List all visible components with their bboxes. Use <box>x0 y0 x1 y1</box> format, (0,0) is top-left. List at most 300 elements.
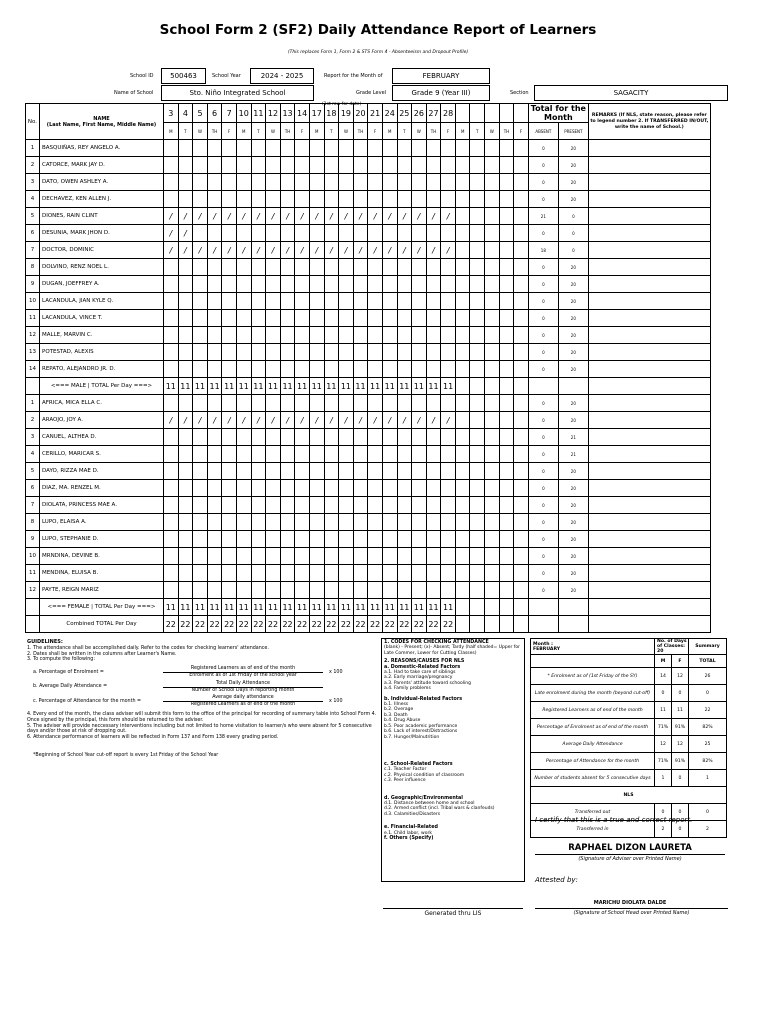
attendance-cell[interactable] <box>441 327 456 344</box>
attendance-cell[interactable] <box>470 497 485 514</box>
attendance-cell[interactable] <box>236 514 251 531</box>
attendance-cell[interactable]: / <box>222 208 237 225</box>
attendance-cell[interactable] <box>470 174 485 191</box>
attendance-cell[interactable] <box>295 191 310 208</box>
attendance-cell[interactable] <box>397 310 412 327</box>
attendance-cell[interactable] <box>295 310 310 327</box>
attendance-cell[interactable]: / <box>295 208 310 225</box>
attendance-cell[interactable] <box>164 327 179 344</box>
attendance-cell[interactable] <box>455 395 470 412</box>
attendance-cell[interactable] <box>412 514 427 531</box>
attendance-cell[interactable] <box>412 140 427 157</box>
attendance-cell[interactable] <box>164 344 179 361</box>
attendance-cell[interactable] <box>368 531 383 548</box>
attendance-cell[interactable] <box>339 276 354 293</box>
remarks-cell[interactable] <box>588 548 710 565</box>
attendance-cell[interactable] <box>266 293 281 310</box>
attendance-cell[interactable] <box>280 157 295 174</box>
attendance-cell[interactable] <box>514 174 529 191</box>
attendance-cell[interactable] <box>412 344 427 361</box>
attendance-cell[interactable] <box>455 208 470 225</box>
attendance-cell[interactable] <box>207 361 222 378</box>
attendance-cell[interactable] <box>309 480 324 497</box>
attendance-cell[interactable] <box>499 361 514 378</box>
attendance-cell[interactable] <box>280 174 295 191</box>
attendance-cell[interactable] <box>455 140 470 157</box>
attendance-cell[interactable]: / <box>309 242 324 259</box>
attendance-cell[interactable] <box>178 480 193 497</box>
attendance-cell[interactable]: / <box>368 208 383 225</box>
attendance-cell[interactable] <box>353 514 368 531</box>
attendance-cell[interactable] <box>251 310 266 327</box>
attendance-cell[interactable] <box>266 531 281 548</box>
attendance-cell[interactable] <box>368 514 383 531</box>
attendance-cell[interactable] <box>470 327 485 344</box>
attendance-cell[interactable] <box>178 395 193 412</box>
attendance-cell[interactable] <box>514 412 529 429</box>
attendance-cell[interactable] <box>266 361 281 378</box>
attendance-cell[interactable] <box>178 140 193 157</box>
attendance-cell[interactable] <box>251 157 266 174</box>
attendance-cell[interactable] <box>397 514 412 531</box>
attendance-cell[interactable] <box>236 140 251 157</box>
attendance-cell[interactable] <box>324 531 339 548</box>
attendance-cell[interactable] <box>441 446 456 463</box>
attendance-cell[interactable] <box>441 429 456 446</box>
attendance-cell[interactable]: / <box>207 208 222 225</box>
attendance-cell[interactable] <box>309 225 324 242</box>
attendance-cell[interactable] <box>426 463 441 480</box>
attendance-cell[interactable] <box>339 310 354 327</box>
attendance-cell[interactable] <box>455 582 470 599</box>
attendance-cell[interactable] <box>455 259 470 276</box>
attendance-cell[interactable] <box>470 565 485 582</box>
attendance-cell[interactable] <box>499 582 514 599</box>
remarks-cell[interactable] <box>588 259 710 276</box>
attendance-cell[interactable] <box>412 174 427 191</box>
attendance-cell[interactable] <box>339 293 354 310</box>
attendance-cell[interactable] <box>222 140 237 157</box>
attendance-cell[interactable] <box>280 480 295 497</box>
attendance-cell[interactable] <box>207 174 222 191</box>
attendance-cell[interactable] <box>164 582 179 599</box>
attendance-cell[interactable] <box>280 191 295 208</box>
attendance-cell[interactable] <box>295 429 310 446</box>
attendance-cell[interactable]: / <box>266 208 281 225</box>
attendance-cell[interactable] <box>514 327 529 344</box>
attendance-cell[interactable] <box>470 548 485 565</box>
attendance-cell[interactable] <box>222 327 237 344</box>
attendance-cell[interactable] <box>353 463 368 480</box>
attendance-cell[interactable] <box>222 157 237 174</box>
attendance-cell[interactable] <box>514 276 529 293</box>
attendance-cell[interactable] <box>514 463 529 480</box>
attendance-cell[interactable] <box>251 276 266 293</box>
attendance-cell[interactable] <box>266 514 281 531</box>
attendance-cell[interactable] <box>295 446 310 463</box>
attendance-cell[interactable] <box>514 344 529 361</box>
attendance-cell[interactable] <box>485 446 500 463</box>
attendance-cell[interactable] <box>470 293 485 310</box>
attendance-cell[interactable] <box>295 548 310 565</box>
attendance-cell[interactable] <box>470 242 485 259</box>
attendance-cell[interactable] <box>266 157 281 174</box>
remarks-cell[interactable] <box>588 242 710 259</box>
attendance-cell[interactable] <box>368 429 383 446</box>
attendance-cell[interactable] <box>251 514 266 531</box>
attendance-cell[interactable] <box>266 497 281 514</box>
attendance-cell[interactable] <box>251 480 266 497</box>
attendance-cell[interactable] <box>339 361 354 378</box>
attendance-cell[interactable] <box>266 582 281 599</box>
attendance-cell[interactable] <box>514 225 529 242</box>
attendance-cell[interactable] <box>368 582 383 599</box>
attendance-cell[interactable] <box>368 174 383 191</box>
attendance-cell[interactable] <box>193 174 208 191</box>
attendance-cell[interactable] <box>485 548 500 565</box>
attendance-cell[interactable] <box>193 259 208 276</box>
attendance-cell[interactable] <box>382 327 397 344</box>
attendance-cell[interactable] <box>324 446 339 463</box>
attendance-cell[interactable] <box>382 344 397 361</box>
attendance-cell[interactable] <box>339 531 354 548</box>
attendance-cell[interactable] <box>193 191 208 208</box>
attendance-cell[interactable] <box>178 327 193 344</box>
attendance-cell[interactable] <box>368 463 383 480</box>
attendance-cell[interactable] <box>222 361 237 378</box>
remarks-cell[interactable] <box>588 327 710 344</box>
attendance-cell[interactable]: / <box>339 242 354 259</box>
attendance-cell[interactable] <box>426 327 441 344</box>
attendance-cell[interactable]: / <box>368 412 383 429</box>
attendance-cell[interactable]: / <box>236 208 251 225</box>
attendance-cell[interactable] <box>485 514 500 531</box>
attendance-cell[interactable]: / <box>280 412 295 429</box>
attendance-cell[interactable] <box>309 531 324 548</box>
attendance-cell[interactable]: / <box>178 208 193 225</box>
attendance-cell[interactable]: / <box>397 412 412 429</box>
attendance-cell[interactable] <box>164 293 179 310</box>
attendance-cell[interactable] <box>455 429 470 446</box>
attendance-cell[interactable] <box>455 463 470 480</box>
attendance-cell[interactable] <box>514 140 529 157</box>
attendance-cell[interactable] <box>470 157 485 174</box>
attendance-cell[interactable] <box>441 531 456 548</box>
attendance-cell[interactable] <box>353 480 368 497</box>
attendance-cell[interactable] <box>339 157 354 174</box>
attendance-cell[interactable] <box>295 225 310 242</box>
attendance-cell[interactable] <box>295 157 310 174</box>
attendance-cell[interactable] <box>499 480 514 497</box>
attendance-cell[interactable] <box>397 157 412 174</box>
attendance-cell[interactable] <box>193 327 208 344</box>
attendance-cell[interactable] <box>207 531 222 548</box>
attendance-cell[interactable] <box>324 327 339 344</box>
attendance-cell[interactable] <box>426 548 441 565</box>
attendance-cell[interactable] <box>382 157 397 174</box>
attendance-cell[interactable]: / <box>280 242 295 259</box>
attendance-cell[interactable] <box>382 531 397 548</box>
attendance-cell[interactable]: / <box>441 412 456 429</box>
attendance-cell[interactable] <box>324 463 339 480</box>
attendance-cell[interactable] <box>339 463 354 480</box>
attendance-cell[interactable] <box>382 395 397 412</box>
attendance-cell[interactable] <box>339 140 354 157</box>
attendance-cell[interactable] <box>499 344 514 361</box>
attendance-cell[interactable] <box>412 259 427 276</box>
attendance-cell[interactable] <box>412 548 427 565</box>
attendance-cell[interactable] <box>280 225 295 242</box>
attendance-cell[interactable] <box>309 140 324 157</box>
attendance-cell[interactable] <box>309 514 324 531</box>
attendance-cell[interactable] <box>236 361 251 378</box>
attendance-cell[interactable] <box>193 514 208 531</box>
attendance-cell[interactable] <box>236 310 251 327</box>
school-name-field[interactable]: Sto. Niño Integrated School <box>161 85 314 101</box>
attendance-cell[interactable] <box>382 191 397 208</box>
attendance-cell[interactable] <box>470 361 485 378</box>
attendance-cell[interactable] <box>353 531 368 548</box>
attendance-cell[interactable] <box>266 463 281 480</box>
attendance-cell[interactable] <box>266 429 281 446</box>
attendance-cell[interactable] <box>353 157 368 174</box>
attendance-cell[interactable] <box>485 276 500 293</box>
attendance-cell[interactable]: / <box>426 242 441 259</box>
attendance-cell[interactable] <box>193 310 208 327</box>
attendance-cell[interactable] <box>266 310 281 327</box>
attendance-cell[interactable] <box>207 276 222 293</box>
attendance-cell[interactable] <box>470 514 485 531</box>
attendance-cell[interactable] <box>412 582 427 599</box>
attendance-cell[interactable] <box>426 259 441 276</box>
attendance-cell[interactable] <box>236 480 251 497</box>
attendance-cell[interactable] <box>164 446 179 463</box>
attendance-cell[interactable] <box>164 174 179 191</box>
attendance-cell[interactable] <box>280 327 295 344</box>
attendance-cell[interactable] <box>514 191 529 208</box>
attendance-cell[interactable] <box>426 276 441 293</box>
attendance-cell[interactable] <box>178 191 193 208</box>
attendance-cell[interactable] <box>339 514 354 531</box>
attendance-cell[interactable] <box>309 429 324 446</box>
attendance-cell[interactable] <box>339 259 354 276</box>
attendance-cell[interactable] <box>353 140 368 157</box>
attendance-cell[interactable]: / <box>164 208 179 225</box>
attendance-cell[interactable]: / <box>368 242 383 259</box>
attendance-cell[interactable] <box>178 344 193 361</box>
attendance-cell[interactable] <box>324 174 339 191</box>
attendance-cell[interactable]: / <box>178 412 193 429</box>
attendance-cell[interactable] <box>441 276 456 293</box>
attendance-cell[interactable] <box>309 446 324 463</box>
attendance-cell[interactable] <box>382 582 397 599</box>
attendance-cell[interactable] <box>470 395 485 412</box>
attendance-cell[interactable] <box>207 582 222 599</box>
attendance-cell[interactable] <box>485 395 500 412</box>
attendance-cell[interactable] <box>382 497 397 514</box>
attendance-cell[interactable] <box>251 582 266 599</box>
attendance-cell[interactable] <box>251 174 266 191</box>
attendance-cell[interactable]: / <box>412 208 427 225</box>
remarks-cell[interactable] <box>588 361 710 378</box>
attendance-cell[interactable] <box>397 293 412 310</box>
attendance-cell[interactable] <box>222 514 237 531</box>
attendance-cell[interactable] <box>251 531 266 548</box>
attendance-cell[interactable] <box>485 344 500 361</box>
attendance-cell[interactable] <box>193 276 208 293</box>
attendance-cell[interactable] <box>266 344 281 361</box>
attendance-cell[interactable] <box>441 259 456 276</box>
attendance-cell[interactable] <box>222 174 237 191</box>
attendance-cell[interactable] <box>426 395 441 412</box>
attendance-cell[interactable] <box>412 157 427 174</box>
attendance-cell[interactable] <box>178 276 193 293</box>
attendance-cell[interactable] <box>499 565 514 582</box>
attendance-cell[interactable] <box>382 429 397 446</box>
attendance-cell[interactable] <box>470 531 485 548</box>
attendance-cell[interactable] <box>193 480 208 497</box>
attendance-cell[interactable]: / <box>251 208 266 225</box>
attendance-cell[interactable] <box>441 582 456 599</box>
attendance-cell[interactable] <box>412 429 427 446</box>
attendance-cell[interactable] <box>412 327 427 344</box>
attendance-cell[interactable] <box>397 140 412 157</box>
attendance-cell[interactable] <box>164 531 179 548</box>
attendance-cell[interactable] <box>412 191 427 208</box>
attendance-cell[interactable] <box>222 310 237 327</box>
attendance-cell[interactable] <box>426 310 441 327</box>
attendance-cell[interactable] <box>514 242 529 259</box>
attendance-cell[interactable] <box>382 446 397 463</box>
attendance-cell[interactable] <box>295 565 310 582</box>
attendance-cell[interactable] <box>236 429 251 446</box>
attendance-cell[interactable] <box>309 582 324 599</box>
remarks-cell[interactable] <box>588 582 710 599</box>
attendance-cell[interactable] <box>236 157 251 174</box>
attendance-cell[interactable] <box>485 361 500 378</box>
attendance-cell[interactable] <box>207 327 222 344</box>
attendance-cell[interactable] <box>397 174 412 191</box>
attendance-cell[interactable] <box>178 174 193 191</box>
attendance-cell[interactable] <box>499 310 514 327</box>
attendance-cell[interactable] <box>455 497 470 514</box>
attendance-cell[interactable] <box>339 327 354 344</box>
attendance-cell[interactable] <box>412 361 427 378</box>
attendance-cell[interactable]: / <box>382 412 397 429</box>
attendance-cell[interactable] <box>236 446 251 463</box>
attendance-cell[interactable] <box>295 174 310 191</box>
remarks-cell[interactable] <box>588 480 710 497</box>
attendance-cell[interactable] <box>485 242 500 259</box>
remarks-cell[interactable] <box>588 310 710 327</box>
attendance-cell[interactable] <box>441 344 456 361</box>
attendance-cell[interactable] <box>470 225 485 242</box>
attendance-cell[interactable] <box>499 276 514 293</box>
attendance-cell[interactable] <box>178 548 193 565</box>
attendance-cell[interactable] <box>485 531 500 548</box>
attendance-cell[interactable] <box>222 497 237 514</box>
attendance-cell[interactable]: / <box>178 225 193 242</box>
attendance-cell[interactable] <box>324 225 339 242</box>
attendance-cell[interactable] <box>514 480 529 497</box>
attendance-cell[interactable] <box>324 293 339 310</box>
attendance-cell[interactable] <box>382 140 397 157</box>
attendance-cell[interactable] <box>324 157 339 174</box>
attendance-cell[interactable] <box>280 344 295 361</box>
attendance-cell[interactable] <box>470 191 485 208</box>
attendance-cell[interactable] <box>485 497 500 514</box>
attendance-cell[interactable] <box>222 225 237 242</box>
attendance-cell[interactable] <box>339 480 354 497</box>
attendance-cell[interactable] <box>193 582 208 599</box>
attendance-cell[interactable] <box>499 531 514 548</box>
attendance-cell[interactable] <box>193 463 208 480</box>
attendance-cell[interactable] <box>499 446 514 463</box>
attendance-cell[interactable] <box>470 446 485 463</box>
attendance-cell[interactable] <box>441 293 456 310</box>
attendance-cell[interactable] <box>397 191 412 208</box>
attendance-cell[interactable] <box>499 225 514 242</box>
attendance-cell[interactable] <box>412 293 427 310</box>
attendance-cell[interactable] <box>178 497 193 514</box>
attendance-cell[interactable]: / <box>193 242 208 259</box>
attendance-cell[interactable] <box>455 480 470 497</box>
attendance-cell[interactable]: / <box>164 412 179 429</box>
attendance-cell[interactable] <box>193 344 208 361</box>
attendance-cell[interactable] <box>455 276 470 293</box>
attendance-cell[interactable] <box>193 429 208 446</box>
attendance-cell[interactable] <box>353 310 368 327</box>
attendance-cell[interactable] <box>324 344 339 361</box>
attendance-cell[interactable] <box>222 446 237 463</box>
attendance-cell[interactable] <box>295 344 310 361</box>
attendance-cell[interactable] <box>397 259 412 276</box>
attendance-cell[interactable] <box>353 497 368 514</box>
remarks-cell[interactable] <box>588 531 710 548</box>
attendance-cell[interactable] <box>412 497 427 514</box>
attendance-cell[interactable] <box>266 395 281 412</box>
attendance-cell[interactable] <box>499 208 514 225</box>
attendance-cell[interactable] <box>441 497 456 514</box>
attendance-cell[interactable] <box>339 446 354 463</box>
remarks-cell[interactable] <box>588 174 710 191</box>
attendance-cell[interactable] <box>455 514 470 531</box>
attendance-cell[interactable] <box>193 395 208 412</box>
attendance-cell[interactable] <box>251 191 266 208</box>
attendance-cell[interactable]: / <box>178 242 193 259</box>
attendance-cell[interactable] <box>236 497 251 514</box>
attendance-cell[interactable] <box>236 463 251 480</box>
attendance-cell[interactable] <box>441 548 456 565</box>
attendance-cell[interactable] <box>485 429 500 446</box>
attendance-cell[interactable] <box>353 395 368 412</box>
attendance-cell[interactable] <box>426 225 441 242</box>
attendance-cell[interactable] <box>295 531 310 548</box>
attendance-cell[interactable] <box>426 446 441 463</box>
attendance-cell[interactable] <box>412 276 427 293</box>
attendance-cell[interactable] <box>222 276 237 293</box>
attendance-cell[interactable] <box>368 565 383 582</box>
attendance-cell[interactable] <box>499 191 514 208</box>
attendance-cell[interactable] <box>426 174 441 191</box>
attendance-cell[interactable] <box>339 565 354 582</box>
attendance-cell[interactable] <box>353 191 368 208</box>
attendance-cell[interactable] <box>485 225 500 242</box>
attendance-cell[interactable] <box>353 446 368 463</box>
attendance-cell[interactable] <box>397 463 412 480</box>
remarks-cell[interactable] <box>588 497 710 514</box>
attendance-cell[interactable] <box>397 480 412 497</box>
